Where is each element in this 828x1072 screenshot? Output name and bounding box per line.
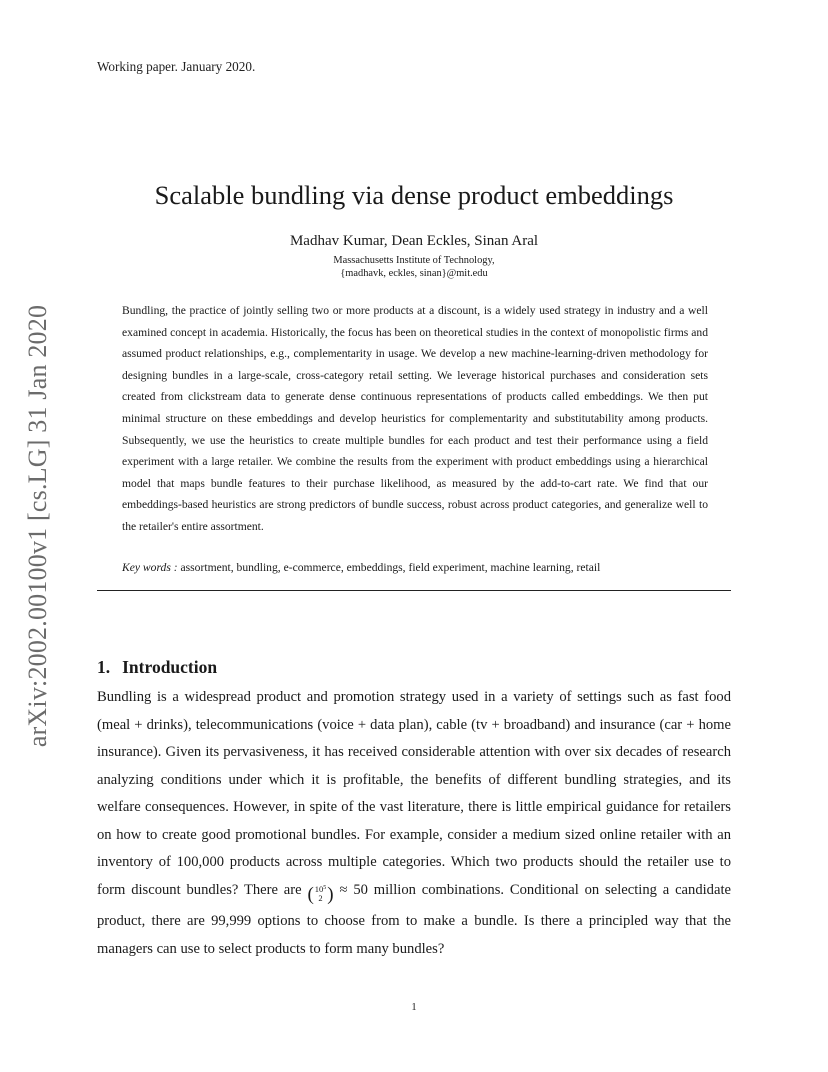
keywords-line [122,558,722,578]
keywords-label: Key words : [122,561,178,574]
author-emails: {madhavk, eckles, sinan}@mit.edu [340,268,488,279]
arxiv-identifier-stamp: arXiv:2002.00100v1 [cs.LG] 31 Jan 2020 [23,304,52,748]
binomial-coefficient: ($10^5$ 2 ) [307,883,334,905]
abstract-divider [97,590,731,591]
intro-text-before-binomial: Bundling is a widespread product and promotion strategy used in a variety of settings such as fast food (meal + drinks), telecommunications (voice + data plan), cable (tv + broadband) and insurance (car + home insurance). Given its pervasiveness, it has received considerable attention with over six decades of research analyzing conditions under which it is profitable, the benefits of different bundling strategies, and its welfare consequences. However, in spite of the vast literature, there is little empirical guidance for retailers on how to create good promotional bundles. For example, consider a medium sized online retailer with an inventory of 100,000 products across multiple categories. Which two products should the retailer use to form discount bundles? There are [97,689,731,898]
author-affiliation-block [0,254,828,280]
author-list: Madhav Kumar, Dean Eckles, Sinan Aral [289,233,539,249]
keywords-list: assortment, bundling, e-commerce, embeddings, field experiment, machine learning, retail [180,561,601,574]
section-number: 1. [97,657,111,677]
binomial-bottom: 2 [318,893,323,904]
paper-title: Scalable bundling via dense product embeddings [154,180,674,210]
introduction-paragraph [97,684,731,963]
section-heading-introduction [97,657,217,678]
affiliation: Massachusetts Institute of Technology, [333,255,495,266]
binomial-exponent: 5 [323,885,327,892]
intro-text-after-binomial: ≈ 50 million combinations. Conditional on selecting a candidate product, there are 99,999 options to choose from to make a bundle. Is there a principled way that the managers can use to select products to form many bundles? [97,881,731,957]
section-title: Introduction [122,657,218,677]
page-number: 1 [411,1002,417,1013]
header-note: Working paper. January 2020. [97,59,256,74]
abstract: Bundling, the practice of jointly selling two or more products at a discount, is a widely used strategy in industry and a well examined concept in academia. Historically, the focus has been on theoretical studies in the context of monopolistic firms and assumed product relationships, e.g., complementarity in usage. We develop a new machine-learning-driven methodology for designing bundles in a large-scale, cross-category retail setting. We leverage historical purchases and consideration sets created from clickstream data to generate dense continuous representations of products called embeddings. We then put minimal structure on these embeddings and develop heuristics for complementarity and substitutability among products. Subsequently, we use the heuristics to create multiple bundles for each product and test their performance using a field experiment with a large retailer. We combine the results from the experiment with product embeddings using a hierarchical model that maps bundle features to their purchase likelihood, as measured by the add-to-cart rate. We find that our embeddings-based heuristics are strong predictors of bundle success, robust across product categories, and generalize well to the retailer's entire assortment. [122,304,708,533]
binomial-top: 10 [314,884,324,895]
